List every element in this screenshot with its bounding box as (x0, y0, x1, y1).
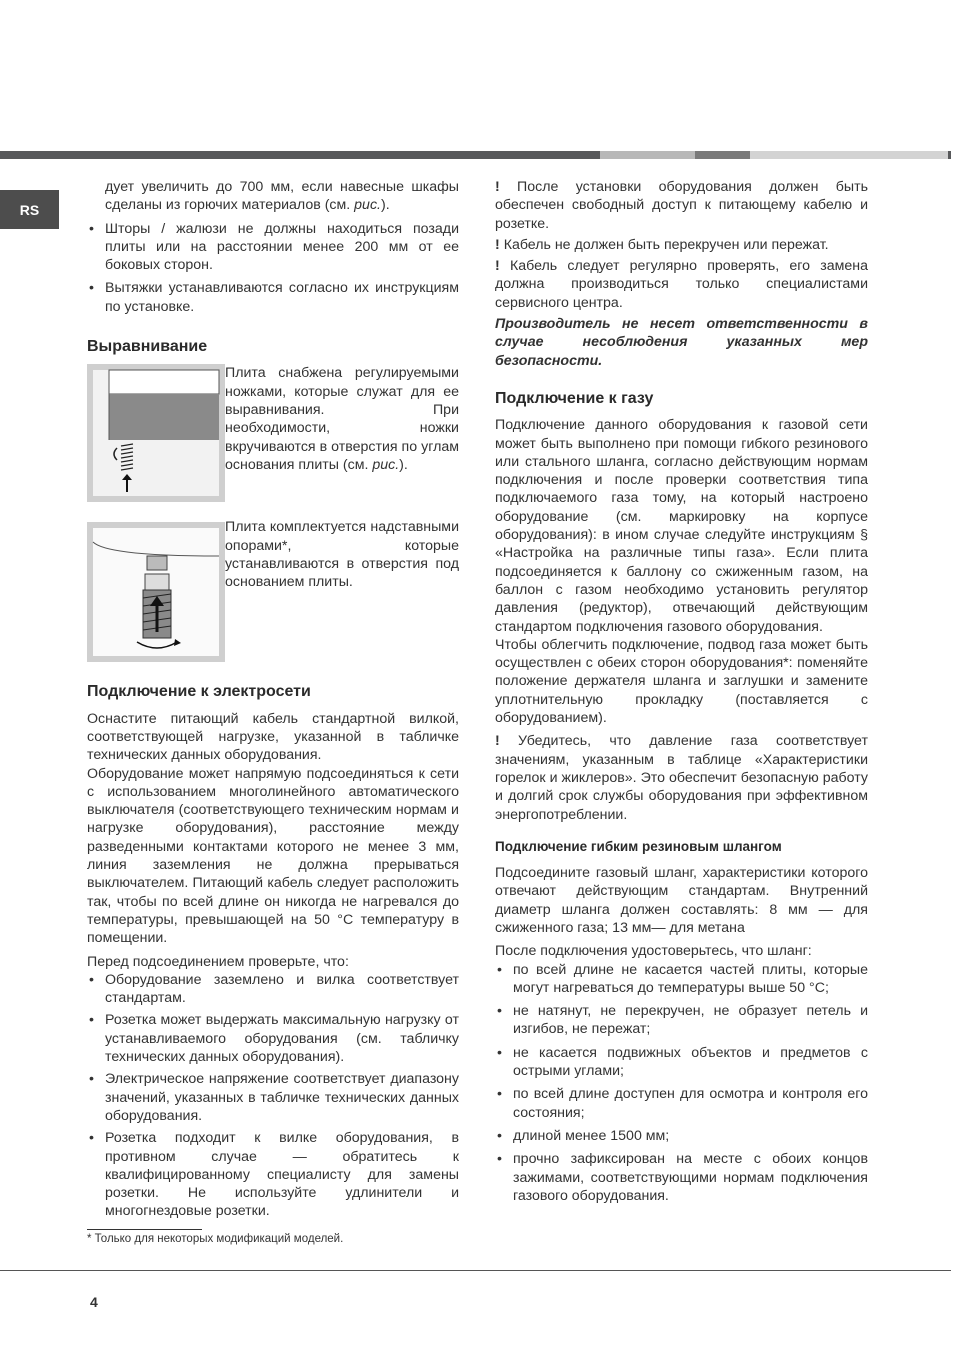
list-item: • прочно зафиксирован на месте с обоих концов зажимами, соответствующими нормам подключения газового оборудования. (495, 1150, 868, 1205)
electric-paragraph-3: Перед подсоединением проверьте, что: (87, 953, 349, 970)
list-item: • не касается подвижных объектов и предметов с острыми углами; (495, 1044, 868, 1081)
language-tab: RS (0, 190, 59, 229)
support-legs-illustration (87, 522, 225, 662)
list-item: • не натянут, не перекручен, не образует петель и изгибов, не пережат; (495, 1002, 868, 1039)
leveling-figure-1-row (87, 364, 459, 502)
list-item: • Розетка может выдержать максимальную нагрузку от устанавливаемого оборудования (см. табличку технических данных оборудования). (87, 1011, 459, 1066)
leveling-feet-illustration (87, 364, 225, 502)
warning-item: ! После установки оборудования должен быть обеспечен свободный доступ к питающему кабелю и розетке. (495, 179, 868, 232)
leveling-feet-text: Плита снабжена регулируемыми ножками, которые служат для ее выравнивания. При необходимости, ножки вкручиваются в отверстия по углам основания плиты (см. рис.). (225, 365, 459, 473)
hose-paragraph-1: Подсоедините газовый шланг, характеристики которого отвечают действующим стандартам. Внутренний диаметр шланга должен составлять: 8 мм — для сжиженного газа; 13 мм— для метана (495, 865, 868, 936)
header-bar-segment-2 (600, 151, 695, 159)
header-bar-end (948, 151, 951, 159)
hose-heading: Подключение гибким резиновым шлангом (495, 838, 782, 854)
electric-paragraph-1: Оснастите питающий кабель стандартной вилкой, соответствующей нагрузке, указанной в табличке технических данных оборудования. (87, 710, 459, 764)
list-item: • Вытяжки устанавливаются согласно их инструкциям по установке. (87, 279, 459, 316)
manufacturer-disclaimer: Производитель не несет ответственности в случае несоблюдения указанных мер безопасности. (495, 316, 868, 369)
right-column (495, 178, 868, 1205)
hose-paragraph-2: После подключения удостоверьтесь, что шланг: (495, 943, 812, 960)
gas-heading: Подключение к газу (495, 389, 654, 407)
header-bar-segment-3 (695, 151, 750, 159)
leveling-figure-2-row (87, 519, 459, 662)
header-bar-segment-1 (0, 151, 600, 159)
top-bullet-list (87, 220, 459, 316)
left-column (87, 178, 459, 1221)
list-item: • длиной менее 1500 мм; (495, 1127, 868, 1145)
list-item: • по всей длине доступен для осмотра и контроля его состояния; (495, 1085, 868, 1122)
footnote: * Только для некоторых модификаций моделей. (87, 1233, 344, 1245)
electric-check-list (87, 971, 459, 1221)
list-item: • Шторы / жалюзи не должны находиться позади плиты или на расстоянии менее 200 мм от ее боковых сторон. (87, 220, 459, 275)
list-item: • по всей длине не касается частей плиты, которые могут нагреваться до температуры выше 50 °С; (495, 961, 868, 998)
electric-heading: Подключение к электросети (87, 683, 311, 701)
leveling-heading: Выравнивание (87, 338, 208, 356)
electric-paragraph-2: Оборудование может напрямую подсоединяться к сети с использованием многолинейного автоматического выключателя (соответствующего техническим нормам и нагрузке оборудования), расстояние между разведенными контактами которого не менее 3 мм, линия заземления не должна прерываться выключателем. Питающий кабель следует расположить так, чтобы по всей длине он никогда не нагревался до температуры, превышающей на 50 °С температуру в помещении. (87, 765, 459, 947)
footnote-divider (87, 1229, 202, 1230)
header-bar-segment-4 (750, 151, 948, 159)
list-item: • Оборудование заземлено и вилка соответствует стандартам. (87, 971, 459, 1008)
gas-pressure-warning: ! Убедитесь, что давление газа соответствует значениям, указанным в таблице «Характеристики горелок и жиклеров». Это обеспечит безопасную работу и долгий срок службы оборудования при эффективном энергопотреблении. (495, 733, 868, 823)
page-number: 4 (90, 1294, 98, 1310)
list-item: • Розетка подходит к вилке оборудования, в противном случае — обратитесь к квалифицированному специалисту для замены розетки. Не используйте удлинители и многогнездовые розетки. (87, 1129, 459, 1220)
warning-item: ! Кабель следует регулярно проверять, его замена должна производиться только специалистами сервисного центра. (495, 258, 868, 311)
footer-divider (0, 1270, 951, 1271)
intro-continuation: дует увеличить до 700 мм, если навесные шкафы сделаны из горючих материалов (см. рис.). (105, 179, 459, 214)
gas-paragraph-2: Чтобы облегчить подключение, подвод газа может быть осуществлен с обеих сторон оборудования*: поменяйте положение держателя шланга и заглушки и замените уплотнительную прокладку (поставляется с оборудованием). (495, 636, 868, 727)
hose-check-list (495, 961, 868, 1206)
warning-item: ! Кабель не должен быть перекручен или пережат. (495, 236, 829, 253)
support-legs-text: Плита комплектуется надставными опорами*, которые устанавливаются в отверстия под основанием плиты. (225, 519, 459, 591)
gas-paragraph-1: Подключение данного оборудования к газовой сети может быть выполнено при помощи гибкого резинового или стального шланга, согласно действующим нормам подключения и после проверки соответствия типа подключаемого газа тому, на который настроено оборудование (см. маркировку на корпусе оборудования): в ином случае следуйте инструкциям § «Настройка на различные типы газа». Если плита подсоединяется к баллону со сжиженным газом, на баллон с газом необходимо установить регулятор давления (редуктор), отвечающий действующим стандартом подключения газового оборудования. (495, 417, 868, 635)
list-item: • Электрическое напряжение соответствует диапазону значений, указанных в табличке технических данных оборудования. (87, 1070, 459, 1125)
